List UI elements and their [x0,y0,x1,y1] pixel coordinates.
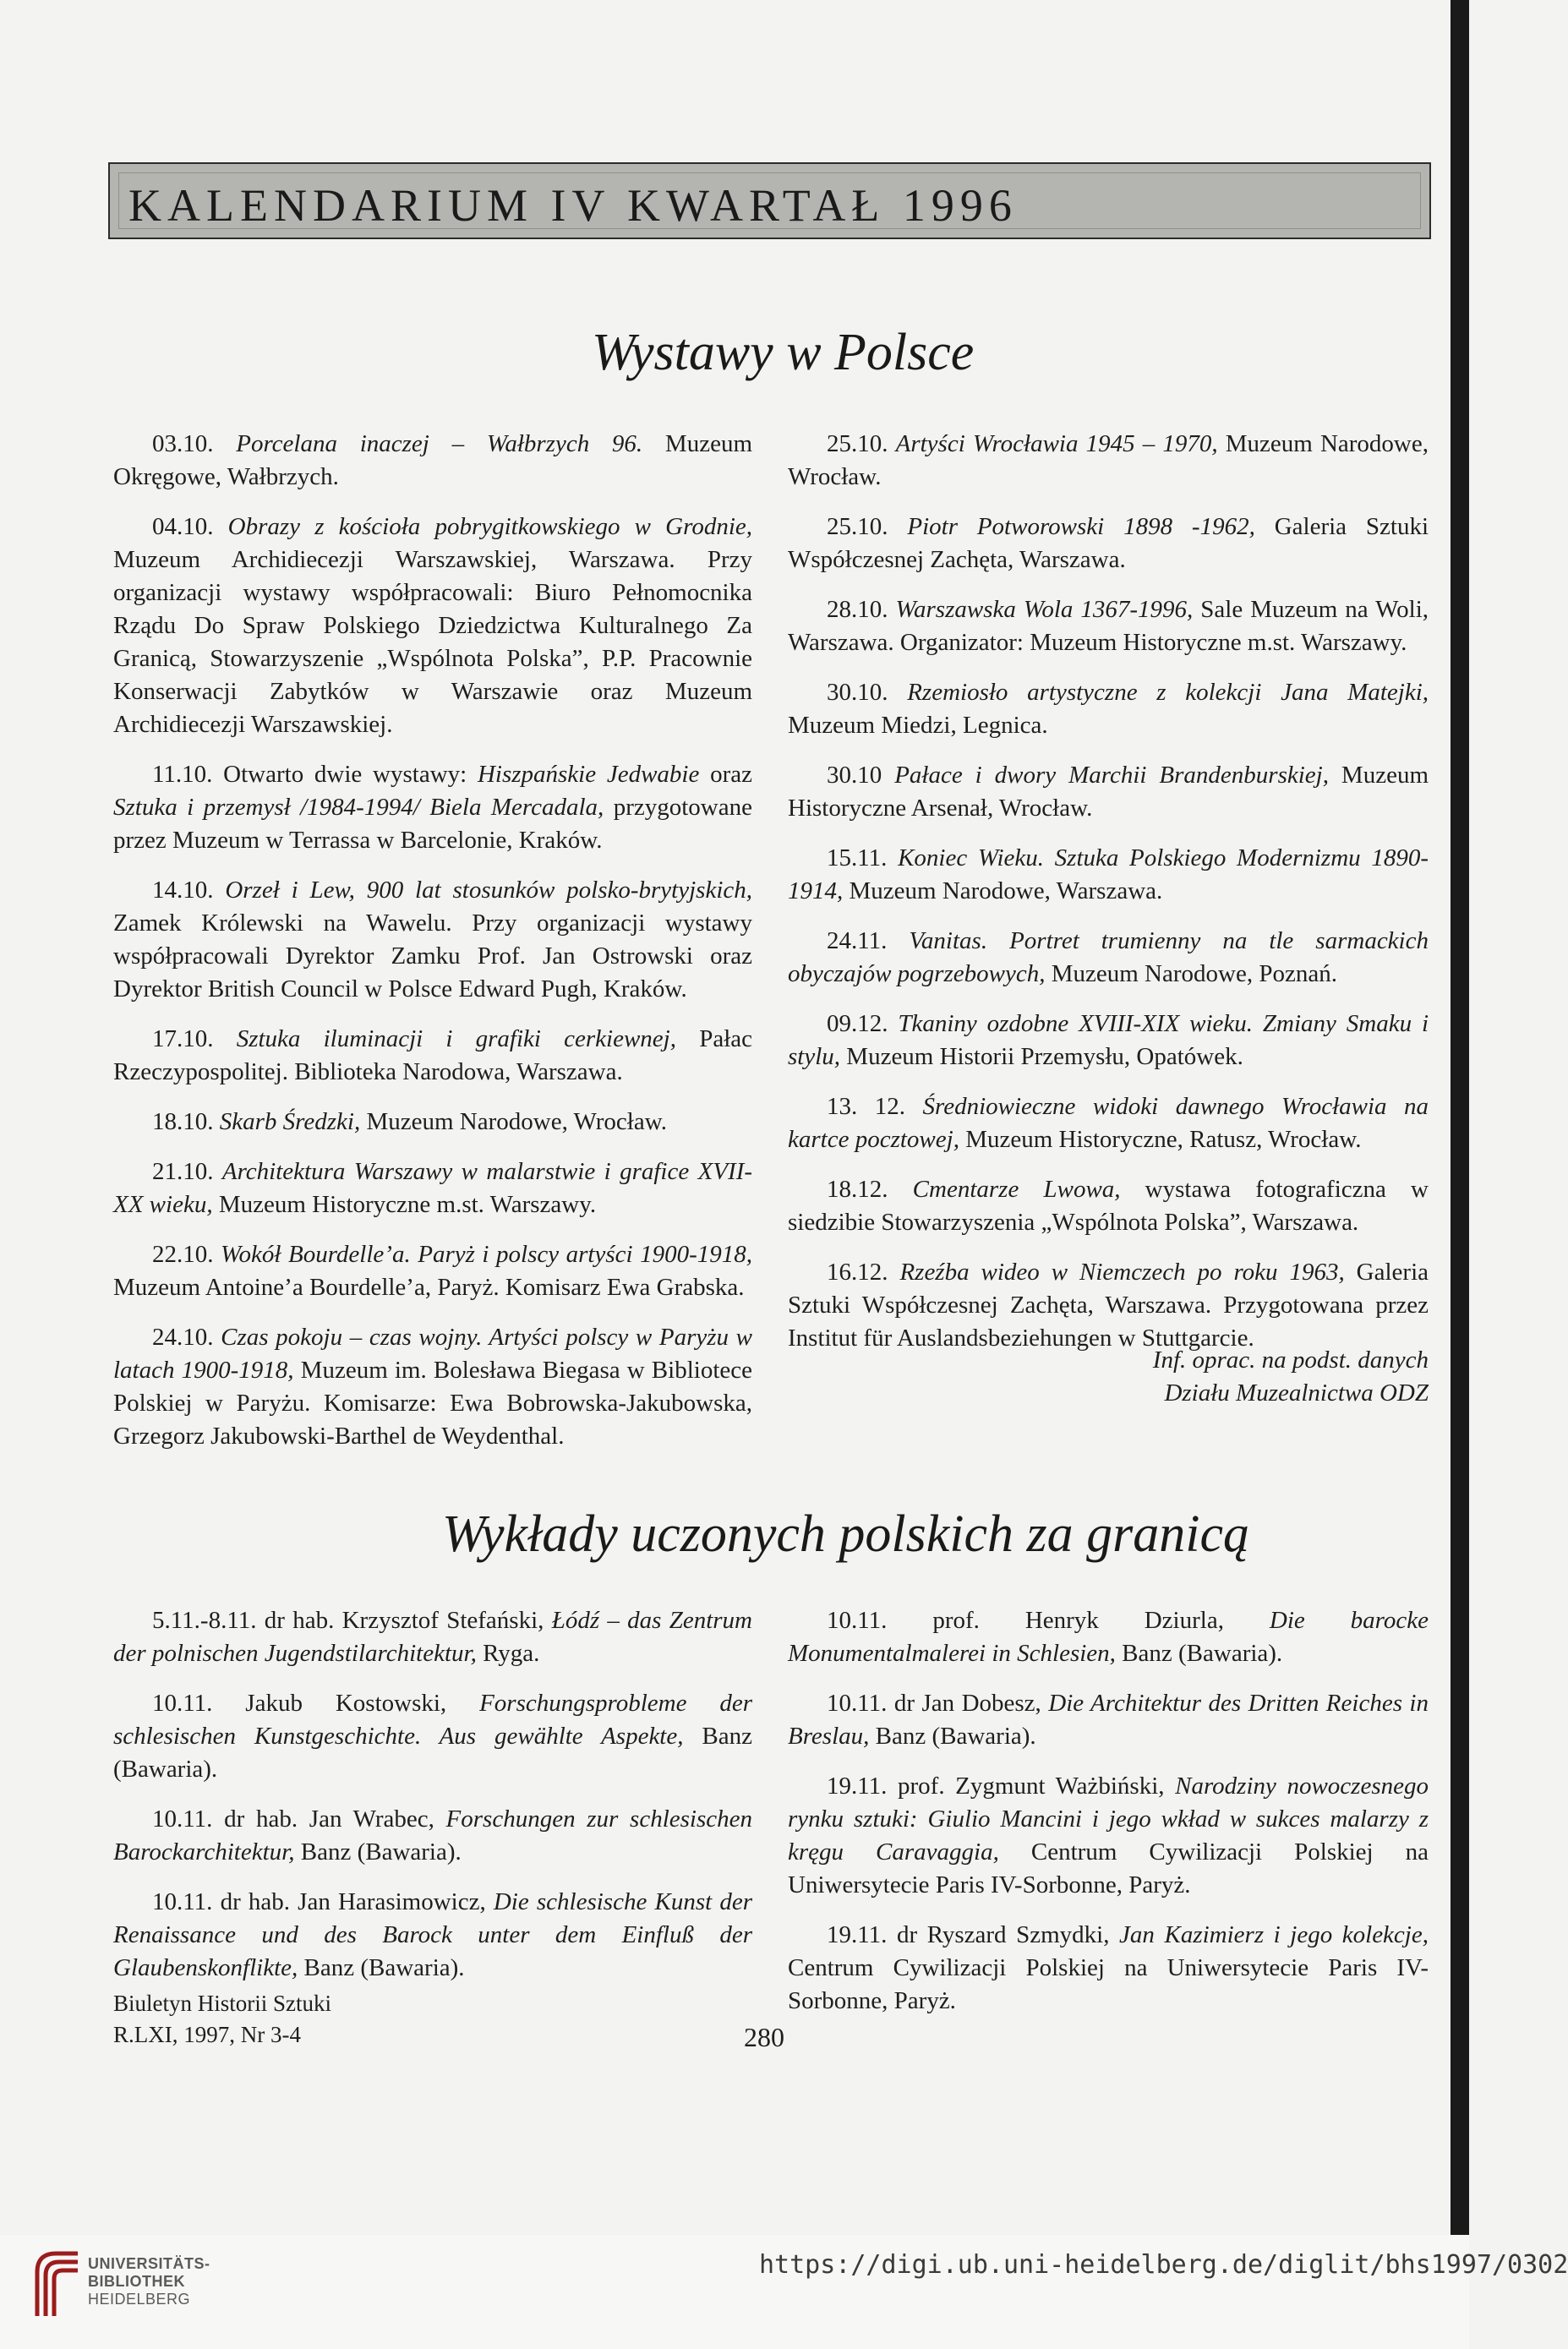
entry-title: Forschungsprobleme der schlesischen Kunstgeschichte. Aus gewählte Aspekte, [113,1690,752,1750]
entry-text: 14.10. [152,877,226,904]
entry-text: 25.10. [827,513,908,540]
entry-text: Ryga. [476,1640,540,1667]
entry-text: 24.11. [827,927,910,954]
entry-title: Porcelana inaczej – Wałbrzych 96. [236,430,643,457]
entry-text: oraz [699,761,753,788]
entry-title: Piotr Potworowski 1898 -1962, [907,513,1255,540]
entry-text: Muzeum Historyczne Arsenał, Wrocław. [788,762,1429,822]
library-name [88,2255,210,2308]
entry-text: Muzeum Narodowe, Poznań. [1045,960,1337,987]
entry [113,1155,752,1221]
entry-text: 18.10. [152,1108,220,1135]
entry [113,1886,752,1985]
entry-text: 30.10 [827,762,895,789]
entry-text: Centrum Cywilizacji Polskiej na Uniwersytecie Paris IV-Sorbonne, Paryż. [788,1838,1429,1898]
entry-text: Muzeum Miedzi, Legnica. [788,712,1048,739]
entry-text: 19.11. prof. Zygmunt Ważbiński, [827,1773,1176,1800]
entry [113,1803,752,1869]
entry [788,759,1429,825]
entry [113,1023,752,1089]
source-note [1065,1344,1429,1410]
entry-title: Czas pokoju – czas wojny. Artyści polscy w Paryżu w latach 1900-1918, [113,1324,752,1384]
entry [788,842,1429,908]
entry-text: 15.11. [827,844,899,871]
entry [113,758,752,857]
entry-text: Banz (Bawaria). [113,1723,752,1783]
entry-title: Koniec Wieku. Sztuka Polskiego Modernizmu 1890-1914, [788,844,1429,904]
entry-text: Muzeum Okręgowe, Wałbrzych. [113,430,753,490]
entry [788,428,1429,494]
entry-text: 5.11.-8.11. dr hab. Krzysztof Stefański, [152,1607,552,1634]
scan-edge [1451,0,1469,2349]
page-title: KALENDARIUM IV KWARTAŁ 1996 [128,180,1018,231]
entry [788,511,1429,576]
entry-text: przygotowane przez Muzeum w Terrassa w Barcelonie, Kraków. [113,794,752,854]
section-title-exhibitions: Wystawy w Polsce [592,324,975,381]
entry-text: 17.10. [152,1025,237,1052]
page-number: 280 [744,2022,784,2052]
entry-title: Orzeł i Lew, 900 lat stosunków polsko-brytyjskich, [225,877,753,904]
entry [788,1090,1429,1156]
entry-title: Łódź – das Zentrum der polnischen Jugendstilarchitektur, [113,1607,752,1667]
entry [788,1687,1429,1753]
entry-text: 22.10. [152,1241,221,1268]
entry-text: Muzeum Antoine’a Bourdelle’a, Paryż. Komisarz Ewa Grabska. [113,1274,745,1301]
entry-text: wystawa fotograficzna w siedzibie Stowarzyszenia „Wspólnota Polska”, Warszawa. [788,1176,1429,1236]
entry-text: 10.11. dr Jan Dobesz, [827,1690,1049,1717]
entry-title: Pałace i dwory Marchii Brandenburskiej, [894,762,1329,789]
entry [113,1687,752,1786]
library-logo-icon [34,2248,81,2319]
library-name-line-3: HEIDELBERG [88,2291,191,2308]
entry-title: Rzeźba wideo w Niemczech po roku 1963, [899,1259,1345,1286]
journal-title: Biuletyn Historii Sztuki [113,1991,332,2016]
entry-text: Muzeum Historyczne, Ratusz, Wrocław. [959,1126,1362,1153]
entry-title: Architektura Warszawy w malarstwie i grafice XVII-XX wieku, [113,1158,753,1218]
entry-text: 09.12. [827,1010,899,1037]
library-name-line-1: UNIVERSITÄTS- [88,2255,210,2272]
entry-title: Sztuka iluminacji i grafiki cerkiewnej, [236,1025,676,1052]
entry [788,1604,1429,1670]
entry [788,1173,1429,1239]
entry-title: Die barocke Monumentalmalerei in Schlesien, [788,1607,1429,1667]
entry [788,593,1429,659]
entry-text: Centrum Cywilizacji Polskiej na Uniwersytecie Paris IV-Sorbonne, Paryż. [788,1954,1429,2014]
lectures-right-column [788,1604,1429,2035]
entry-title: Średniowieczne widoki dawnego Wrocławia na kartce pocztowej, [788,1093,1429,1153]
entry-text: Muzeum Archidiecezji Warszawskiej, Warszawa. Przy organizacji wystawy współpracowali: Biuro Pełnomocnika Rządu Do Spraw Polskiego Dziedzictwa Kulturalnego Za Granicą, Stowarzyszenie „Wspólnota Polska”, P.P. Pracownie Konserwacji Zabytków w Warszawie oraz Muzeum Archidiecezji Warszawskiej. [113,546,752,738]
entry-title: Jan Kazimierz i jego kolekcje, [1119,1921,1429,1948]
entry-text: 25.10. [827,430,896,457]
entry-text: Muzeum Narodowe, Wrocław. [360,1108,668,1135]
lectures-left-column [113,1604,752,2002]
entry-text: Muzeum Narodowe, Wrocław. [788,430,1429,490]
entry [113,1604,752,1670]
entry [788,1770,1429,1902]
entry [788,1919,1429,2018]
journal-volume: R.LXI, 1997, Nr 3-4 [113,2022,301,2047]
entry [788,676,1429,742]
entry [113,1106,752,1139]
entry [113,428,752,494]
entry [113,511,752,741]
entry-title: Narodziny nowoczesnego rynku sztuki: Giulio Mancini i jego wkład w sukces malarzy z kręgu Caravaggia, [788,1773,1429,1866]
entry [113,874,752,1006]
library-name-line-2: BIBLIOTHEK [88,2273,185,2290]
entry-title: Die Architektur des Dritten Reiches in Breslau, [788,1690,1429,1750]
entry-title: Wokół Bourdelle’a. Paryż i polscy artyści 1900-1918, [221,1241,753,1268]
entry-text: 04.10. [152,513,228,540]
entry [788,1008,1429,1073]
entry-title: Artyści Wrocławia 1945 – 1970, [895,430,1218,457]
entry-title: Warszawska Wola 1367-1996, [895,596,1194,623]
entry-text: Muzeum Historii Przemysłu, Opatówek. [840,1043,1243,1070]
entry-text: Zamek Królewski na Wawelu. Przy organizacji wystawy współpracowali Dyrektor Zamku Prof. Jan Ostrowski oraz Dyrektor British Council w Polsce Edward Pugh, Kraków. [113,910,752,1002]
entry-text: 10.11. dr hab. Jan Harasimowicz, [152,1888,494,1915]
entry-title: Hiszpańskie Jedwabie [477,761,700,788]
entry-text: Banz (Bawaria). [298,1954,465,1981]
entry-text: 18.12. [827,1176,913,1203]
entry-text: 28.10. [827,596,896,623]
entry-title: Obrazy z kościoła pobrygitkowskiego w Grodnie, [227,513,752,540]
entry [788,1256,1429,1355]
entry-text: Muzeum Narodowe, Warszawa. [843,877,1163,904]
entry [113,1238,752,1304]
entry-text: Galeria Sztuki Współczesnej Zachęta, Warszawa. Przygotowana przez Institut für Auslandsbeziehungen w Stuttgarcie. [788,1259,1429,1352]
entry-text: Pałac Rzeczypospolitej. Biblioteka Narodowa, Warszawa. [113,1025,752,1085]
entry-text: 03.10. [152,430,237,457]
entry-title: Sztuka i przemysł /1984-1994/ Biela Mercadala, [113,794,604,821]
entry-text: 13. 12. [827,1093,923,1120]
entry-text: 19.11. dr Ryszard Szmydki, [827,1921,1120,1948]
entry [788,925,1429,991]
entry-text: Sale Muzeum na Woli, Warszawa. Organizator: Muzeum Historyczne m.st. Warszawy. [788,596,1429,656]
entry-text: 24.10. [152,1324,221,1351]
entry-text: Muzeum im. Bolesława Biegasa w Bibliotece Polskiej w Paryżu. Komisarze: Ewa Bobrowska-Jakubowska, Grzegorz Jakubowski-Barthel de Weydenthal. [113,1357,752,1450]
entry-text: Banz (Bawaria). [294,1838,462,1866]
entry-title: Forschungen zur schlesischen Barockarchitektur, [113,1805,752,1866]
entry [113,1321,752,1453]
section-title-lectures: Wykłady uczonych polskich za granicą [442,1505,1250,1563]
source-url[interactable]: https://digi.ub.uni-heidelberg.de/diglit/bhs1997/0302 [759,2250,1568,2280]
exhibitions-left-column [113,428,752,1470]
entry-title: Vanitas. Portret trumienny na tle sarmackich obyczajów pogrzebowych, [788,927,1429,987]
entry-text: 10.11. Jakub Kostowski, [152,1690,480,1717]
source-note-line-1: Inf. oprac. na podst. danych [1152,1347,1429,1374]
journal-info [113,1988,331,2051]
entry-text: 21.10. [152,1158,222,1185]
entry-title: Cmentarze Lwowa, [912,1176,1121,1203]
entry-title: Tkaniny ozdobne XVIII-XIX wieku. Zmiany Smaku i stylu, [788,1010,1429,1070]
entry-text: 10.11. dr hab. Jan Wrabec, [152,1805,446,1833]
entry-text: Galeria Sztuki Współczesnej Zachęta, Warszawa. [788,513,1429,573]
entry-text: Banz (Bawaria). [869,1723,1036,1750]
entry-text: Banz (Bawaria). [1115,1640,1283,1667]
entry-text: 10.11. prof. Henryk Dziurla, [827,1607,1270,1634]
entry-text: Muzeum Historyczne m.st. Warszawy. [212,1191,597,1218]
entry-text: 11.10. Otwarto dwie wystawy: [152,761,478,788]
entry-title: Rzemiosło artystyczne z kolekcji Jana Matejki, [907,679,1429,706]
entry-title: Skarb Średzki, [219,1108,361,1135]
entry-text: 30.10. [827,679,908,706]
entry-title: Die schlesische Kunst der Renaissance und des Barock unter dem Einfluß der Glaubenskonflikte, [113,1888,752,1981]
entry-text: 16.12. [827,1259,900,1286]
source-note-line-2: Działu Muzealnictwa ODZ [1164,1379,1429,1407]
exhibitions-right-column [788,428,1429,1372]
